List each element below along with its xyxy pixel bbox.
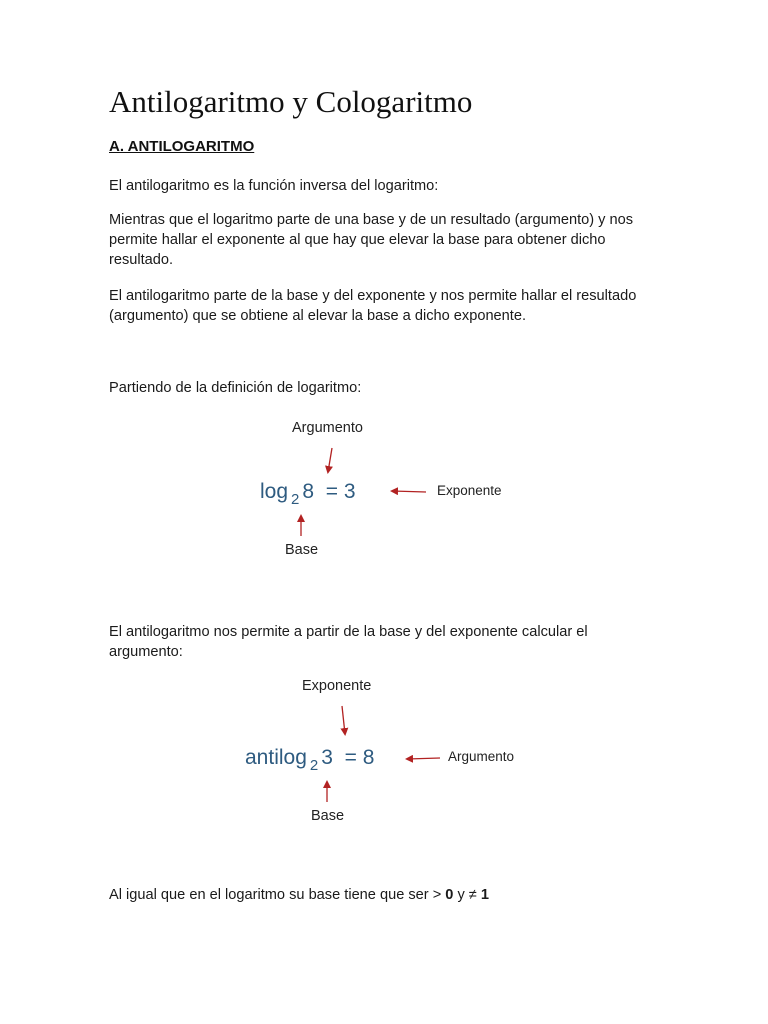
antilog-result: = 8 bbox=[344, 746, 375, 769]
label-argumento: Argumento bbox=[292, 420, 363, 436]
label-base-bottom: Base bbox=[311, 808, 345, 824]
label-argumento-right: Argumento bbox=[448, 749, 515, 764]
antilog-func: antilog bbox=[245, 746, 307, 769]
paragraph-base-condition bbox=[109, 885, 654, 905]
log-base: 2 bbox=[291, 491, 300, 508]
arrow-to-exponent bbox=[342, 706, 345, 734]
paragraph-antilog-allows: El antilogaritmo nos permite a partir de la base y del exponente calcular el argumento: bbox=[109, 624, 588, 660]
base-condition-mid: y ≠ bbox=[453, 887, 481, 903]
base-condition-text: Al igual que en el logaritmo su base tiene que ser > bbox=[109, 887, 446, 903]
arrow-to-exponent bbox=[392, 491, 426, 492]
paragraph-definition: El antilogaritmo es la función inversa del logaritmo: bbox=[109, 178, 439, 194]
base-condition-zero: 0 bbox=[445, 887, 454, 903]
paragraph-antilogarithm: El antilogaritmo parte de la base y del exponente y nos permite hallar el resultado (argumento) que se obtiene al elevar la base a dicho exponente. bbox=[109, 288, 637, 324]
paragraph-starting-definition: Partiendo de la definición de logaritmo: bbox=[109, 380, 362, 396]
log-arrows bbox=[230, 414, 550, 564]
log-result: = 3 bbox=[325, 480, 356, 503]
page-title: Antilogaritmo y Cologaritmo bbox=[109, 84, 473, 119]
section-heading: A. ANTILOGARITMO bbox=[109, 138, 255, 155]
arrow-to-argument bbox=[328, 448, 332, 472]
label-exponente-top: Exponente bbox=[302, 678, 372, 694]
label-base: Base bbox=[285, 542, 319, 558]
arrow-to-argument bbox=[407, 758, 440, 759]
log-argument: 8 bbox=[302, 480, 315, 503]
antilog-argument: 3 bbox=[321, 746, 333, 769]
log-func: log bbox=[260, 480, 289, 503]
antilog-diagram bbox=[215, 672, 555, 832]
paragraph-logarithm: Mientras que el logaritmo parte de una base y de un resultado (argumento) y nos permite hallar el exponente al que hay que elevar la base para obtener dicho resultado. bbox=[109, 212, 634, 268]
log-diagram bbox=[230, 414, 550, 564]
base-condition-one: 1 bbox=[480, 887, 490, 903]
antilog-arrows bbox=[215, 672, 555, 832]
label-exponente: Exponente bbox=[437, 483, 502, 498]
antilog-base: 2 bbox=[309, 757, 319, 774]
